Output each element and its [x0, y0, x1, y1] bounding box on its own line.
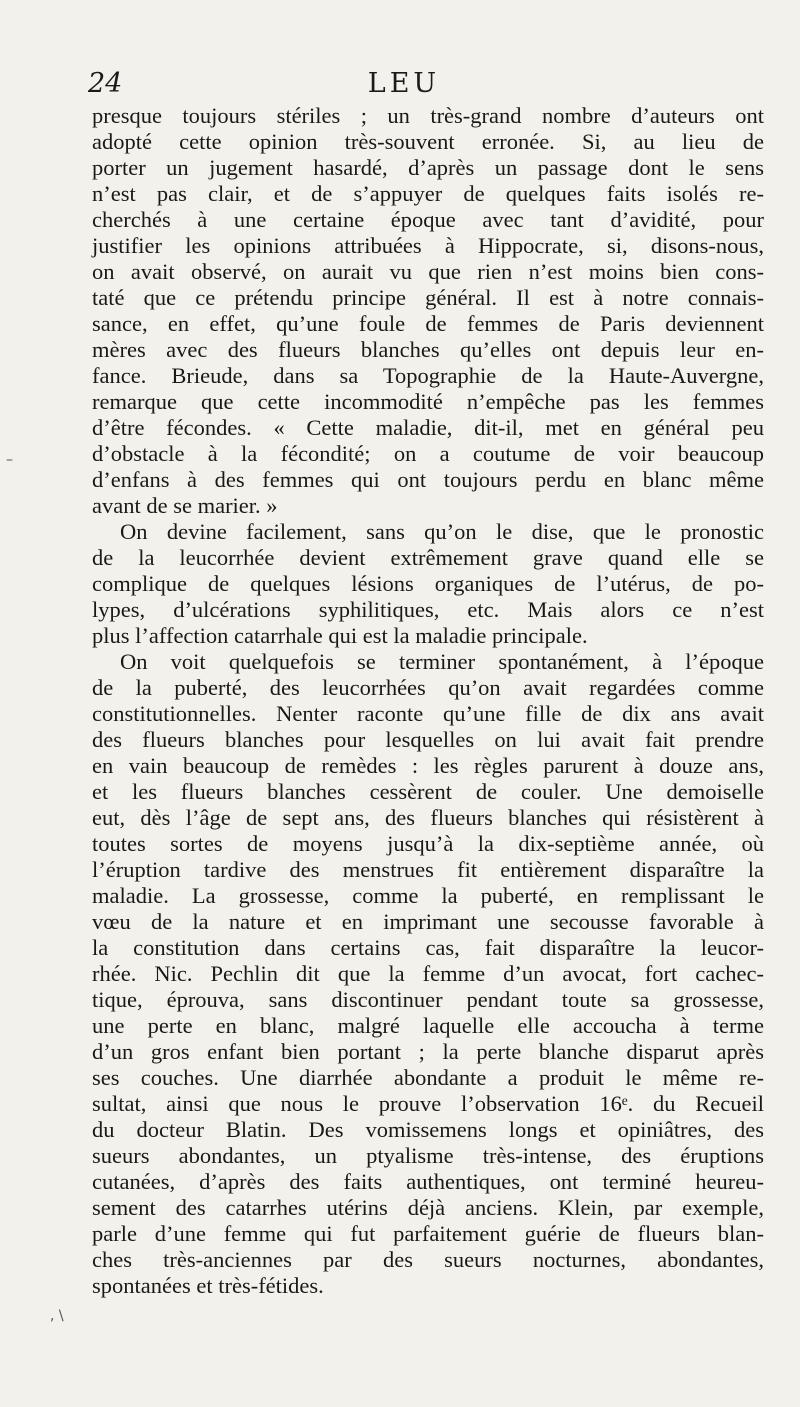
text-line: d’un gros enfant bien portant ; la perte blanche disparut après — [92, 1039, 764, 1064]
text-line: en vain beaucoup de remèdes : les règles parurent à douze ans, — [92, 753, 764, 778]
text-line: toutes sortes de moyens jusqu’à la dix-septième année, où — [92, 831, 764, 856]
text-line: complique de quelques lésions organiques de l’utérus, de po- — [92, 571, 764, 596]
text-line: et les flueurs blanches cessèrent de couler. Une demoiselle — [92, 779, 764, 804]
text-line: fance. Brieude, dans sa Topographie de la Haute-Auvergne, — [92, 363, 764, 388]
text-line: sance, en effet, qu’une foule de femmes de Paris deviennent — [92, 311, 764, 336]
text-line: remarque que cette incommodité n’empêche pas les femmes — [92, 389, 764, 414]
running-title: LEU — [367, 68, 441, 99]
text-line: vœu de la nature et en imprimant une secousse favorable à — [92, 909, 764, 934]
text-line: adopté cette opinion très-souvent erronée. Si, au lieu de — [92, 129, 764, 154]
text-line: d’être fécondes. « Cette maladie, dit-il, met en général peu — [92, 415, 764, 440]
text-line: On devine facilement, sans qu’on le dise, que le pronostic — [120, 519, 764, 544]
text-line: parle d’une femme qui fut parfaitement guérie de flueurs blan- — [92, 1221, 764, 1246]
text-line: la constitution dans certains cas, fait disparaître la leucor- — [92, 935, 764, 960]
text-line: maladie. La grossesse, comme la puberté, en remplissant le — [92, 883, 764, 908]
text-line: justifier les opinions attribuées à Hippocrate, si, disons-nous, — [92, 233, 764, 258]
text-line: d’obstacle à la fécondité; on a coutume de voir beaucoup — [92, 441, 764, 466]
text-line: une perte en blanc, malgré laquelle elle accoucha à terme — [92, 1013, 764, 1038]
text-line: des flueurs blanches pour lesquelles on lui avait fait prendre — [92, 727, 764, 752]
text-line: avant de se marier. » — [92, 493, 278, 518]
text-line: lypes, d’ulcérations syphilitiques, etc. Mais alors ce n’est — [92, 597, 764, 622]
page-header — [88, 68, 760, 98]
text-line: de la leucorrhée devient extrêmement grave quand elle se — [92, 545, 764, 570]
text-line: sement des catarrhes utérins déjà anciens. Klein, par exemple, — [92, 1195, 764, 1220]
text-line: ses couches. Une diarrhée abondante a produit le même re- — [92, 1065, 764, 1090]
text-line: tique, éprouva, sans discontinuer pendant toute sa grossesse, — [92, 987, 764, 1012]
text-line: ches très-anciennes par des sueurs nocturnes, abondantes, — [92, 1247, 764, 1272]
text-line: on avait observé, on aurait vu que rien n’est moins bien cons- — [92, 259, 764, 284]
text-line: cutanées, d’après des faits authentiques, ont terminé heureu- — [92, 1169, 764, 1194]
text-line: On voit quelquefois se terminer spontanément, à l’époque — [120, 649, 764, 674]
text-line: plus l’affection catarrhale qui est la maladie principale. — [92, 623, 588, 648]
text-line: d’enfans à des femmes qui ont toujours perdu en blanc même — [92, 467, 764, 492]
text-line: porter un jugement hasardé, d’après un passage dont le sens — [92, 155, 764, 180]
text-line: taté que ce prétendu principe général. Il est à notre connais- — [92, 285, 764, 310]
text-line: mères avec des flueurs blanches qu’elles ont depuis leur en- — [92, 337, 764, 362]
text-line: rhée. Nic. Pechlin dit que la femme d’un avocat, fort cachec- — [92, 961, 764, 986]
text-line: spontanées et très-fétides. — [92, 1273, 324, 1298]
text-line: n’est pas clair, et de s’appuyer de quelques faits isolés re- — [92, 181, 764, 206]
text-line: de la puberté, des leucorrhées qu’on avait regardées comme — [92, 675, 764, 700]
text-line: sueurs abondantes, un ptyalisme très-intense, des éruptions — [92, 1143, 764, 1168]
page-number: 24 — [88, 68, 123, 99]
text-line: eut, dès l’âge de sept ans, des flueurs blanches qui résistèrent à — [92, 805, 764, 830]
text-line: presque toujours stériles ; un très-grand nombre d’auteurs ont — [92, 103, 764, 128]
margin-mark: – — [6, 452, 13, 468]
page-body-text — [92, 103, 764, 1299]
text-line: sultat, ainsi que nous le prouve l’observation 16ᵉ. du Recueil — [92, 1091, 764, 1116]
text-line: cherchés à une certaine époque avec tant d’avidité, pour — [92, 207, 764, 232]
margin-mark: , \ — [50, 1308, 64, 1324]
text-line: l’éruption tardive des menstrues fit entièrement disparaître la — [92, 857, 764, 882]
text-line: du docteur Blatin. Des vomissemens longs et opiniâtres, des — [92, 1117, 764, 1142]
text-line: constitutionnelles. Nenter raconte qu’une fille de dix ans avait — [92, 701, 764, 726]
